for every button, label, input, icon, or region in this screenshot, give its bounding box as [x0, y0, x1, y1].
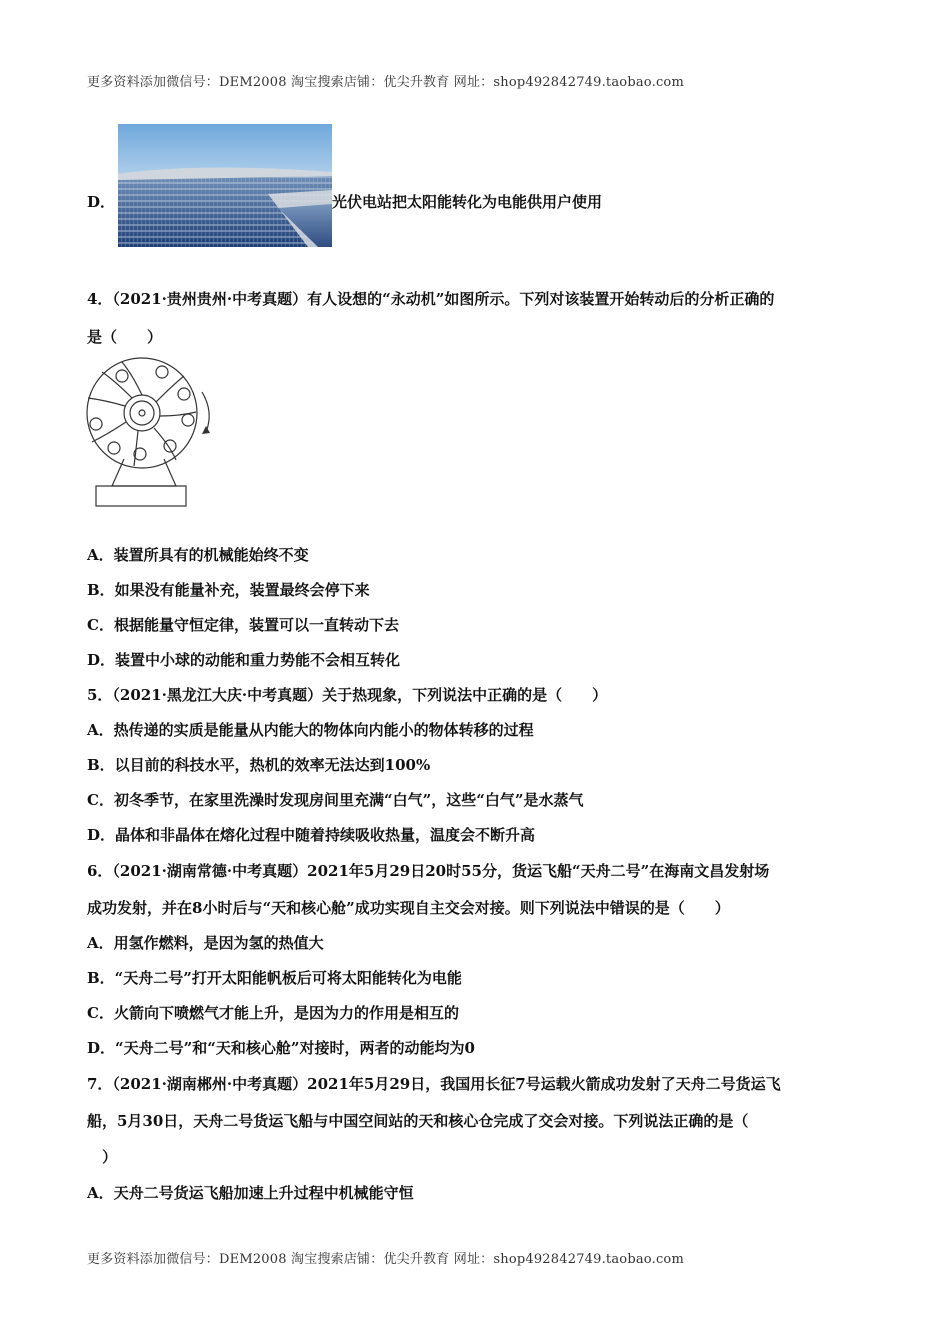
q7-option-a: A．天舟二号货运飞船加速上升过程中机械能守恒: [87, 1184, 414, 1202]
q7-stem-line3: ）: [87, 1148, 118, 1166]
q4-stem-line2: 是（ ）: [87, 328, 163, 346]
q7-stem-line1: 7．（2021·湖南郴州·中考真题）2021年5月29日，我国用长征7号运载火箭成功发射了天舟二号货运飞: [87, 1075, 781, 1093]
q4-option-a: A．装置所具有的机械能始终不变: [87, 546, 309, 564]
q6-option-a: A．用氢作燃料，是因为氢的热值大: [87, 934, 324, 952]
page-footer: 更多资料添加微信号：DEM2008 淘宝搜索店铺：优尖升教育 网址：shop492842749.taobao.com: [87, 1252, 684, 1267]
q5-option-c: C．初冬季节，在家里洗澡时发现房间里充满“白气”，这些“白气”是水蒸气: [87, 791, 584, 809]
q3-option-d-label: D．: [87, 193, 116, 211]
q4-option-d: D．装置中小球的动能和重力势能不会相互转化: [87, 651, 401, 669]
q3-option-d-text: 光伏电站把太阳能转化为电能供用户使用: [332, 193, 603, 211]
q5-option-a: A．热传递的实质是能量从内能大的物体向内能小的物体转移的过程: [87, 721, 534, 739]
q5-stem: 5．（2021·黑龙江大庆·中考真题）关于热现象，下列说法中正确的是（ ）: [87, 686, 608, 704]
q5-option-d: D．晶体和非晶体在熔化过程中随着持续吸收热量，温度会不断升高: [87, 826, 536, 844]
q6-option-b: B．“天舟二号”打开太阳能帆板后可将太阳能转化为电能: [87, 969, 462, 987]
q6-option-c: C．火箭向下喷燃气才能上升，是因为力的作用是相互的: [87, 1004, 459, 1022]
q5-option-b: B．以目前的科技水平，热机的效率无法达到100%: [87, 756, 431, 774]
q6-option-d: D．“天舟二号”和“天和核心舱”对接时，两者的动能均为0: [87, 1039, 475, 1057]
perpetual-motion-machine-figure: [84, 354, 224, 510]
q6-stem-line1: 6．（2021·湖南常德·中考真题）2021年5月29日20时55分，货运飞船“天舟二号”在海南文昌发射场: [87, 862, 770, 880]
q6-stem-line2: 成功发射，并在8小时后与“天和核心舱”成功实现自主交会对接。则下列说法中错误的是（ ）: [87, 899, 730, 917]
q4-option-c: C．根据能量守恒定律，装置可以一直转动下去: [87, 616, 399, 634]
q7-stem-line2: 船，5月30日，天舟二号货运飞船与中国空间站的天和核心仓完成了交会对接。下列说法正确的是（: [87, 1112, 749, 1130]
solar-power-station-image: [118, 124, 332, 247]
page-header: 更多资料添加微信号：DEM2008 淘宝搜索店铺：优尖升教育 网址：shop492842749.taobao.com: [87, 75, 684, 90]
q4-stem-line1: 4．（2021·贵州贵州·中考真题）有人设想的“永动机”如图所示。下列对该装置开始转动后的分析正确的: [87, 290, 775, 308]
q4-option-b: B．如果没有能量补充，装置最终会停下来: [87, 581, 370, 599]
